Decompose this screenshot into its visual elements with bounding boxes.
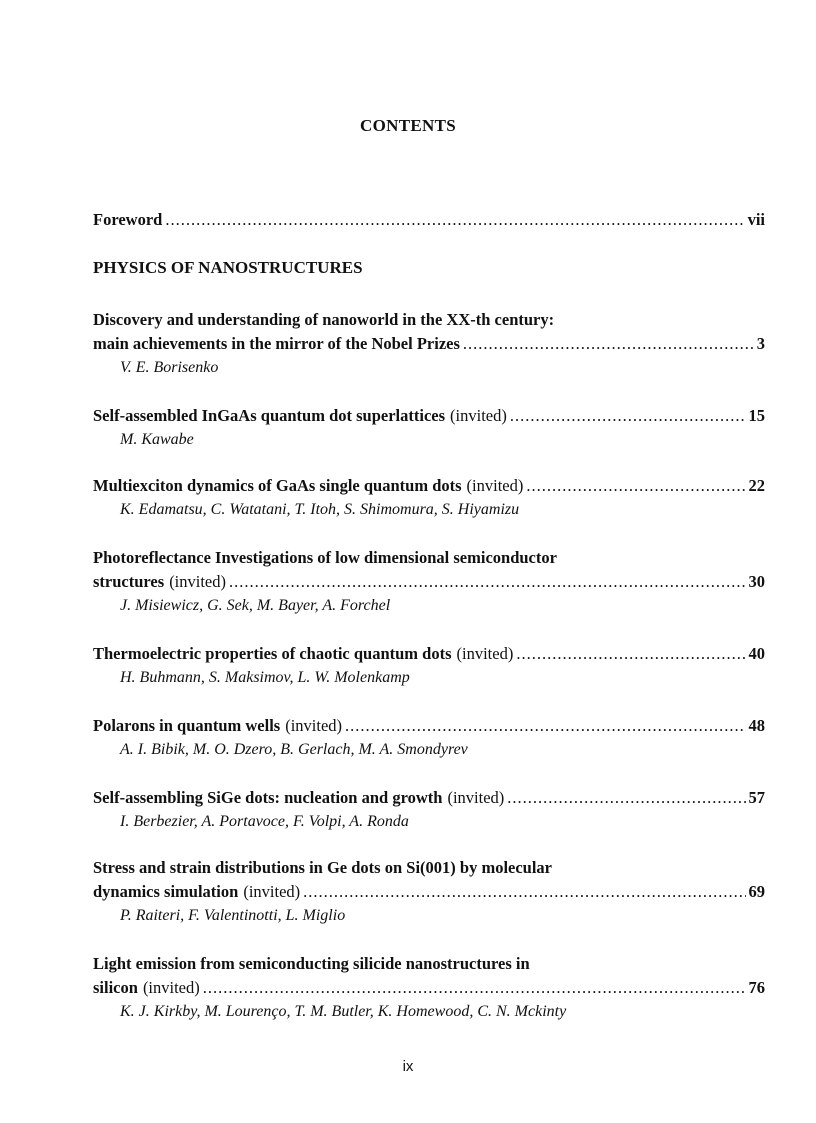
page-title: CONTENTS <box>360 116 456 135</box>
entry-title-line1: Discovery and understanding of nanoworld in the XX-th century: <box>93 310 555 329</box>
toc-entry <box>93 404 765 452</box>
entry-invited: (invited) <box>456 644 514 663</box>
entry-title-line1: Stress and strain distributions in Ge dots on Si(001) by molecular <box>93 858 553 877</box>
toc-entry <box>93 308 765 380</box>
entry-title-line2: structures <box>93 572 165 591</box>
entry-page: vii <box>747 210 765 229</box>
entry-page: 15 <box>748 406 765 425</box>
entry-authors: P. Raiteri, F. Valentinotti, L. Miglio <box>120 907 346 924</box>
entry-title: Self-assembling SiGe dots: nucleation and growth <box>93 788 443 807</box>
entry-title: Multiexciton dynamics of GaAs single quantum dots <box>93 476 462 495</box>
entry-title: Foreword <box>93 210 163 229</box>
dot-leader <box>303 880 745 904</box>
entry-page: 69 <box>748 882 765 901</box>
entry-authors: M. Kawabe <box>120 431 194 448</box>
toc-entry <box>93 546 765 618</box>
toc-entry <box>93 952 765 1024</box>
entry-invited: (invited) <box>466 476 524 495</box>
dot-leader <box>510 404 746 428</box>
entry-title-line2: dynamics simulation <box>93 882 239 901</box>
entry-authors: J. Misiewicz, G. Sek, M. Bayer, A. Forchel <box>120 597 391 614</box>
entry-invited: (invited) <box>450 406 507 425</box>
entry-page: 48 <box>748 716 765 735</box>
entry-invited: (invited) <box>447 788 505 807</box>
toc-entry <box>93 786 765 834</box>
entry-page: 22 <box>748 476 765 495</box>
dot-leader <box>507 786 745 810</box>
toc-entry <box>93 856 765 928</box>
entry-authors: K. Edamatsu, C. Watatani, T. Itoh, S. Shimomura, S. Hiyamizu <box>120 501 520 518</box>
entry-authors: V. E. Borisenko <box>120 359 219 376</box>
dot-leader <box>165 208 744 232</box>
entry-page: 57 <box>748 788 765 807</box>
entry-invited: (invited) <box>142 978 200 997</box>
entry-page: 76 <box>748 978 765 997</box>
dot-leader <box>526 474 745 498</box>
entry-authors: K. J. Kirkby, M. Lourenço, T. M. Butler, K. Homewood, C. N. Mckinty <box>120 1003 567 1020</box>
dot-leader <box>229 570 745 594</box>
dot-leader <box>203 976 746 1000</box>
section-title: PHYSICS OF NANOSTRUCTURES <box>93 258 363 277</box>
toc-entry-foreword <box>93 208 765 232</box>
entry-page: 3 <box>756 334 765 353</box>
entry-title-line2: main achievements in the mirror of the Nobel Prizes <box>93 334 460 353</box>
entry-invited: (invited) <box>169 572 227 591</box>
entry-title-line1: Light emission from semiconducting silicide nanostructures in <box>93 954 530 973</box>
entry-title: Polarons in quantum wells <box>93 716 281 735</box>
entry-authors: I. Berbezier, A. Portavoce, F. Volpi, A. Ronda <box>120 813 409 830</box>
toc-entry <box>93 714 765 762</box>
dot-leader <box>345 714 745 738</box>
entry-title-line1: Photoreflectance Investigations of low dimensional semiconductor <box>93 548 557 567</box>
entry-title: Self-assembled InGaAs quantum dot superlattices <box>93 406 446 425</box>
page-number: ix <box>402 1058 414 1075</box>
entry-title: Thermoelectric properties of chaotic quantum dots <box>93 644 452 663</box>
entry-authors: A. I. Bibik, M. O. Dzero, B. Gerlach, M. A. Smondyrev <box>120 741 468 758</box>
toc-entry <box>93 474 765 522</box>
entry-invited: (invited) <box>243 882 301 901</box>
entry-authors: H. Buhmann, S. Maksimov, L. W. Molenkamp <box>120 669 410 686</box>
toc-entry <box>93 642 765 690</box>
entry-page: 30 <box>748 572 765 591</box>
dot-leader <box>516 642 745 666</box>
entry-title-line2: silicon <box>93 978 138 997</box>
dot-leader <box>463 332 754 356</box>
entry-invited: (invited) <box>285 716 343 735</box>
entry-page: 40 <box>748 644 765 663</box>
